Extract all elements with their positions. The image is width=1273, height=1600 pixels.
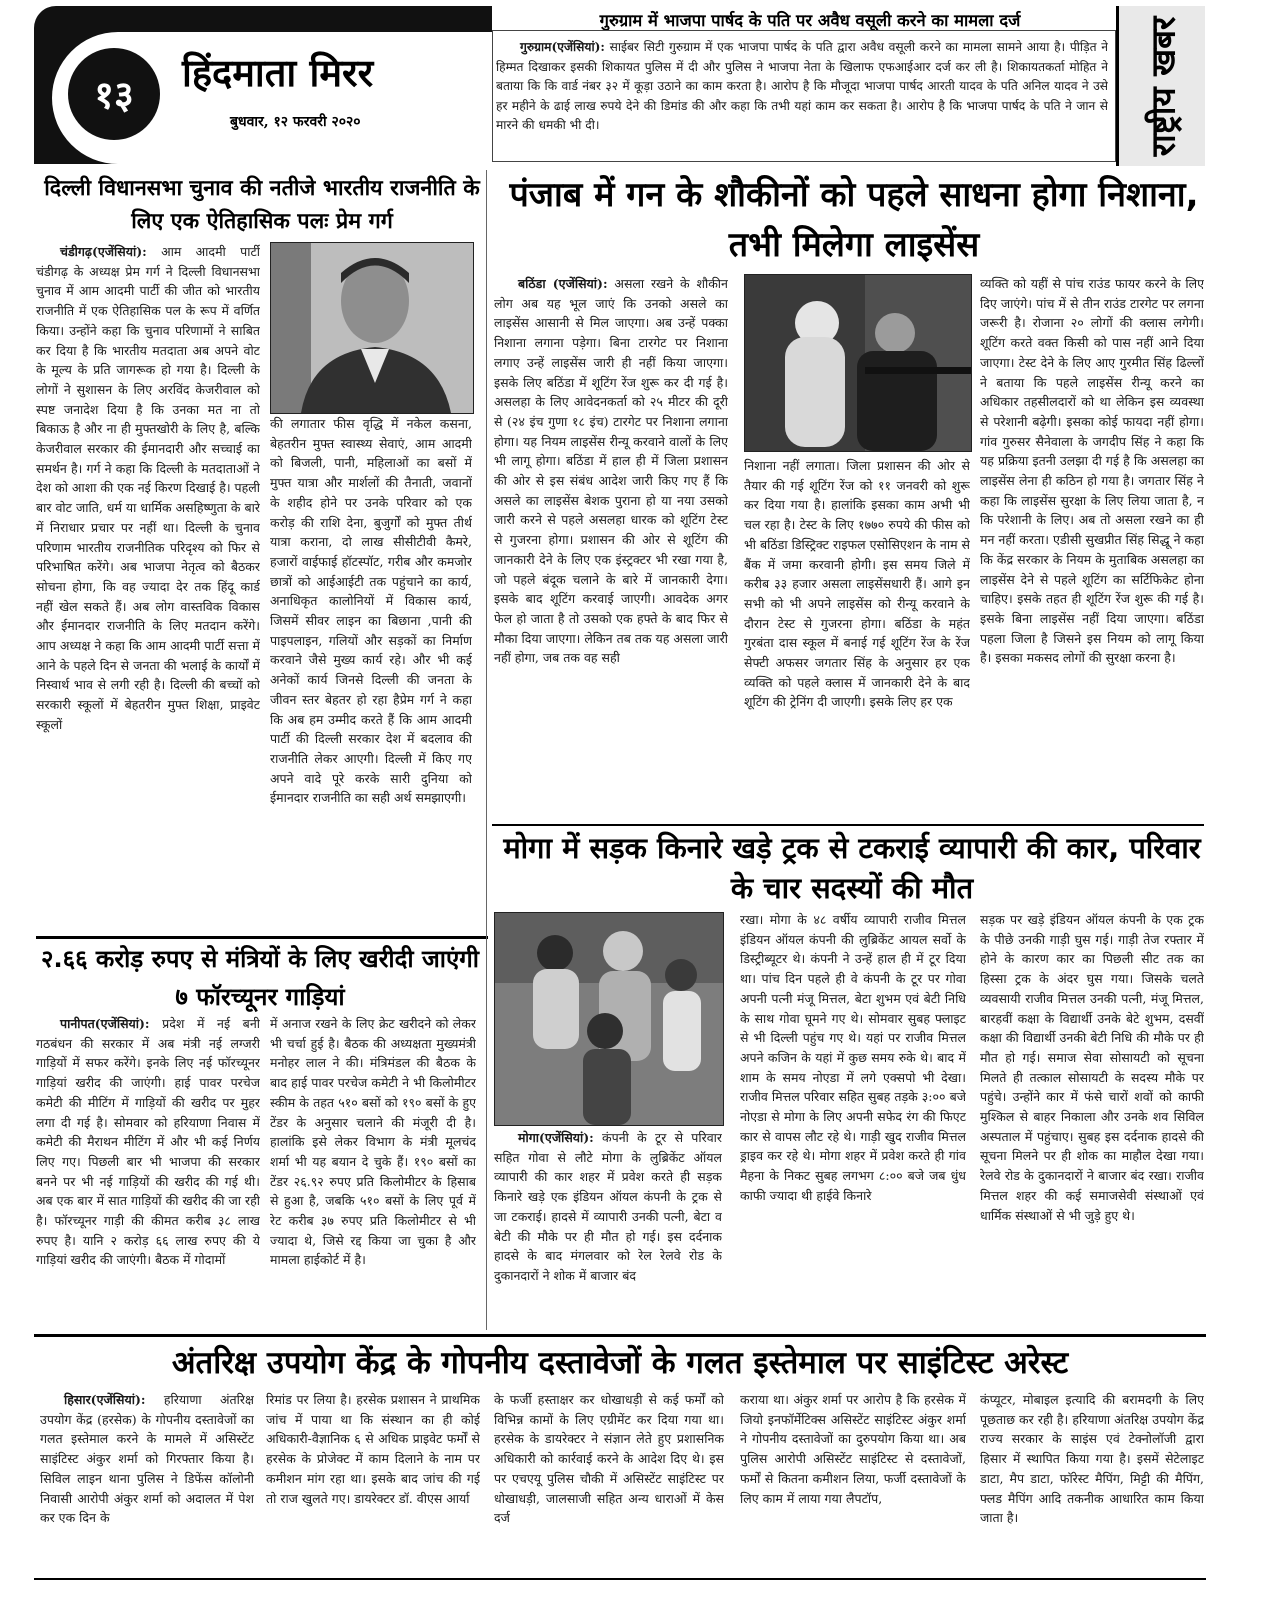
delhi-dateline: चंडीगढ़(एजेंसियां): (60, 244, 147, 259)
page-number-badge (68, 48, 160, 140)
delhi-divider (36, 936, 488, 939)
paper-name: हिंदमाता मिरर (182, 51, 374, 95)
isro-col-3: के फर्जी हस्ताक्षर कर धोखाधड़ी से कई फर्मों को विभिन्न कामों के लिए एग्रीमेंट कर दिया गया था। हरसेक के डायरेक्टर ने संज्ञान लेते हुए प्रशासनिक अधिकारी को कार्रवाई करने के आदेश दिए थे। इस पर एचएयू पुलिस चौकी में असिस्टेंट साइंटिस्ट पर धोखाधड़ी, जालसाजी सहित अन्य धाराओं में केस दर्ज (494, 1392, 724, 1526)
top-story-dateline: गुरुग्राम(एजेंसियां): (520, 40, 605, 54)
moga-headline: मोगा में सड़क किनारे खड़े ट्रक से टकराई व्यापारी की कार, परिवार के चार सदस्यों की मौत (503, 831, 1201, 905)
man-portrait-icon (271, 243, 473, 413)
bottom-section-rule (34, 1334, 1206, 1337)
family-portrait-icon (495, 913, 723, 1125)
punjab-col-3: व्यक्ति को यहीं से पांच राउंड फायर करने के लिए दिए जाएंगे। पांच में से तीन राउंड टारगेट पर लगना जरूरी है। रोजाना २० लोगों की क्लास लगेगी। शूटिंग करते वक्त किसी को पास नहीं आने दिया जाएगा। टेस्ट देने के लिए आए गुरमीत सिंह ढिल्लों ने बताया कि पहले लाइसेंस रीन्यू करने का अधिकार तहसीलदारों को था लेकिन इस व्यवस्था से परेशानी बढ़ेगी। इसका कोई फायदा नहीं होगा। गांव गुरुसर सैनेवाला के जगदीप सिंह ने कहा कि यह प्रक्रिया इतनी उलझा दी गई है कि असलहा का लाइसेंस लेना ही कठिन हो गया है। जगतार सिंह ने कहा कि लाइसेंस सुरक्षा के लिए लिया जाता है, न कि परेशानी के लिए। अब तो असला रखने का ही मन नहीं करता। एडीसी सुखप्रीत सिंह सिद्धू ने कहा कि केंद्र सरकार के नियम के मुताबिक असलहा का लाइसेंस देने से पहले शूटिंग का सर्टिफिकेट होना चाहिए। इसके तहत ही शूटिंग रेंज शुरू की गई है। इसके बिना लाइसेंस नहीं दिया जाएगा। बठिंडा पहला जिला है जिसने इस नियम को लागू किया है। इसका मकसद लोगों की सुरक्षा करना है। (980, 276, 1204, 666)
top-story-text: साईबर सिटी गुरुग्राम में एक भाजपा पार्षद के पति द्वारा अवैध वसूली करने का मामला सामने आया है। पीड़ित ने हिम्मत दिखाकर इसकी शिकायत पुलिस में दी और पुलिस ने भाजपा नेता के खिलाफ एफआईआर दर्ज कर ली है। शिकायतकर्ता मोहित ने बताया कि कि वार्ड नंबर ३२ में कूड़ा उठाने का काम करता है। आरोप है कि मौजूदा भाजपा पार्षद आरती यादव के पति अनिल यादव ने उसे हर महीने के ढाई लाख रुपये देने की डिमांड की और कहा कि तभी यहां काम कर सकता है। आरोप है कि भाजपा पार्षद के पति ने जान से मारने की धमकी भी दी। (496, 40, 1108, 132)
moga-dateline: मोगा(एजेंसियां): (518, 1130, 594, 1145)
column-rule (486, 170, 487, 1330)
moga-col-3: सड़क पर खड़े इंडियन ऑयल कंपनी के एक ट्रक के पीछे उनकी गाड़ी घुस गई। गाड़ी तेज रफ्तार में होने के कारण कार का पिछली सीट तक का हिस्सा ट्रक के अंदर घुस गया। जिसके चलते व्यवसायी राजीव मित्तल उनकी पत्नी, मंजू मित्तल, बारहवीं कक्षा के विद्यार्थी उनके बेटे शुभम, दसवीं कक्षा की विद्यार्थी उनकी बेटी निधि की मौके पर ही मौत हो गई। समाज सेवा सोसायटी को सूचना मिलते ही तत्काल सोसायटी के सदस्य मौके पर पहुंचे। उन्होंने कार में फंसे चारों शवों को काफी मुश्किल से बाहर निकाला और उनके शव सिविल अस्पताल में पहुंचाए। सुबह इस दर्दनाक हादसे की सूचना मिलने पर ही शोक का माहौल देखा गया। रेलवे रोड के दुकानदारों ने बाजार बंद रखा। राजीव मित्तल शहर की कई समाजसेवी संस्थाओं एवं धार्मिक संस्थाओं से भी जुड़े हुए थे। (980, 912, 1204, 1223)
fortuner-col-2: में अनाज रखने के लिए क्रेट खरीदने को लेकर भी चर्चा हुई है। बैठक की अध्यक्षता मुख्यमंत्री मनोहर लाल ने की। मंत्रिमंडल की बैठक के बाद हाई पावर परचेज कमेटी ने भी किलोमीटर स्कीम के तहत ५१० बसों को १९० बसों के हुए टेंडर के अनुसार चलाने की मंजूरी दी है। हालांकि इसे लेकर विभाग के मंत्री मूलचंद शर्मा भी यह बयान दे चुके हैं। १९० बसों का टेंडर २६.९२ रुपए प्रति किलोमीटर के हिसाब से हुआ है, जबकि ५१० बसों के लिए पूर्व में रेट करीब ३७ रुपए प्रति किलोमीटर से भी ज्यादा थे, जिसे रद्द किया जा चुका है और मामला हाईकोर्ट में है। (270, 1016, 476, 1268)
moga-text-1: कंपनी के टूर से परिवार सहित गोवा से लौटे मोगा के लुब्रिकेंट ऑयल व्यापारी की कार शहर में प्रवेश करते ही सड़क किनारे खड़े एक इंडियन ऑयल कंपनी के ट्रक से जा टकराई। हादसे में व्यापारी उनकी पत्नी, बेटा व बेटी की मौके पर ही मौत हो गई। इस दर्दनाक हादसे के बाद मंगलवार को रेल रेलवे रोड के दुकानदारों ने शोक में बाजार बंद (494, 1130, 722, 1283)
top-story-headline: गुरुग्राम में भाजपा पार्षद के पति पर अवैध वसूली करने का मामला दर्ज (599, 11, 1021, 30)
punjab-col-1 (494, 274, 728, 820)
section-label: राष्ट्रीय खबर (1143, 16, 1183, 156)
moga-col-2: रखा। मोगा के ४८ वर्षीय व्यापारी राजीव मित्तल इंडियन ऑयल कंपनी की लुब्रिकेंट आयल सर्वो के डिस्ट्रीब्यूटर थे। कंपनी ने उन्हें हाल ही में टूर दिया था। पांच दिन पहले ही वे कंपनी के टूर पर गोवा अपनी पत्नी मंजू मित्तल, बेटा शुभम एवं बेटी निधि के साथ गोवा घूमने गए थे। सोमवार सुबह फ्लाइट से भी दिल्ली पहुंच गए थे। यहां पर राजीव मित्तल अपने कजिन के यहां में कुछ समय रुके थे। बाद में शाम के समय नोएडा में लगे एक्सपो भी देखा। राजीव मित्तल परिवार सहित सुबह तड़के ३:०० बजे नोएडा से मोगा के लिए अपनी सफेद रंग की फिएट कार से वापस लौट रहे थे। गाड़ी खुद राजीव मित्तल ड्राइव कर रहे थे। मोगा शहर में प्रवेश करते ही गांव मैहना के निकट सुबह लगभग ८:०० बजे जब धुंध काफी ज्यादा थी हाईवे किनारे (740, 912, 966, 1203)
isro-dateline: हिसार(एजेंसियां): (64, 1392, 146, 1407)
delhi-col-1 (36, 242, 260, 932)
isro-text-1: हरियाणा अंतरिक्ष उपयोग केंद्र (हरसेक) के गोपनीय दस्तावेजों का गलत इस्तेमाल करने के मामले में असिस्टेंट साइंटिस्ट अंकुर शर्मा को गिरफ्तार किया है। सिविल लाइन थाना पुलिस ने डिफेंस कॉलोनी निवासी आरोपी अंकुर शर्मा को अदालत में पेश कर एक दिन के (40, 1392, 254, 1526)
isro-col-2: रिमांड पर लिया है। हरसेक प्रशासन ने प्राथमिक जांच में पाया था कि संस्थान का ही कोई अधिकारी-वैज्ञानिक ६ से अधिक प्राइवेट फर्मों से हरसेक के प्रोजेक्ट में काम दिलाने के नाम पर कमीशन मांग रहा था। इसके बाद जांच की गई तो राज खुलते गए। डायरेक्टर डॉ. वीएस आर्या (266, 1392, 480, 1506)
moga-col-1 (494, 1128, 722, 1328)
shooting-range-icon (745, 275, 971, 451)
shooting-range-photo (744, 274, 972, 452)
punjab-col-2: निशाना नहीं लगाता। जिला प्रशासन की ओर से तैयार की गई शूटिंग रेंज को ११ जनवरी को शुरू कर दिया गया है। हालांकि इसका काम अभी भी चल रहा है। टेस्ट के लिए १७७० रुपये की फीस को भी बठिंडा डिस्ट्रिक्ट राइफल एसोसिएशन के नाम से बैंक में जमा करवानी होगी। इस समय जिले में करीब ३३ हजार असला लाइसेंसधारी हैं। आगे इन सभी को भी अपने लाइसेंस को रीन्यू करवाने के दौरान टेस्ट से गुजरना होगा। बठिंडा के महंत गुरबंता दास स्कूल में बनाई गई शूटिंग रेंज के रेंज सेफ्टी अफसर जगतार सिंह के अनुसार हर एक व्यक्ति को पहले क्लास में जानकारी देने के बाद शूटिंग की ट्रेनिंग दी जाएगी। इसके लिए हर एक (744, 458, 970, 710)
section-label-box (1116, 6, 1205, 166)
punjab-divider (492, 824, 1204, 826)
fortuner-col-1 (36, 1014, 260, 1328)
fortuner-dateline: पानीपत(एजेंसियां): (60, 1016, 150, 1031)
punjab-text-1: असला रखने के शौकीन लोग अब यह भूल जाएं कि उनको असले का लाइसेंस आसानी से मिल जाएगा। अब उन्हें पक्का निशाना लगाना पड़ेगा। बिना टारगेट पर निशाना लगाए उन्हें लाइसेंस जारी ही नहीं किया जाएगा। इसके लिए बठिंडा में शूटिंग रेंज शुरू कर दी गई है। असलहा के लिए आवेदनकर्ता को २५ मीटर की दूरी से (२४ इंच गुणा १८ इंच) टारगेट पर निशाना लगाना होगा। यह नियम लाइसेंस रीन्यू करवाने वालों के लिए भी लागू होगा। बठिंडा में हाल ही में जिला प्रशासन की ओर से इस संबंध आदेश जारी किए गए हैं कि असले का लाइसेंस बेशक पुराना हो या नया उसको जारी करने से पहले असलहा धारक को शूटिंग टेस्ट से गुजरना होगा। प्रशासन की ओर से शूटिंग की जानकारी देने के लिए एक इंस्ट्रक्टर भी रखा गया है, जो पहले बंदूक चलाने के बारे में जानकारी देगा। इसके बाद शूटिंग करवाई जाएगी। आवदेक अगर फेल हो जाता है तो उसको एक हफ्ते के बाद फिर से मौका दिया जाएगा। लेकिन तब तक यह असला जारी नहीं होगा, जब तक वह सही (494, 276, 728, 666)
fortuner-headline: २.६६ करोड़ रुपए से मंत्रियों के लिए खरीदी जाएंगी ७ फॉरच्यूनर गाड़ियां (41, 945, 479, 1011)
fortuner-text-1: प्रदेश में नई बनी गठबंधन की सरकार में अब मंत्री नई लग्जरी गाड़ियों में सफर करेंगे। इनके लिए नई फॉरच्यूनर गाड़ियां खरीद की जाएंगी। हाई पावर परचेज कमेटी की मीटिंग में गाड़ियों की खरीद पर मुहर लगा दी गई है। सोमवार को हरियाणा निवास में कमेटी की मैराथन मीटिंग में और भी कई निर्णय लिए गए। पिछली बार भी भाजपा की सरकार बनने पर भी नई गाड़ियों की खरीद की गई थी। अब एक बार में सात गाड़ियों की खरीद की जा रही है। फॉरच्यूनर गाड़ी की कीमत करीब ३८ लाख रुपए है। यानि २ करोड़ ६६ लाख रुपए की ये गाड़ियां खरीद की जाएंगी। बैठक में गोदामों (36, 1016, 260, 1268)
isro-col-5: कंप्यूटर, मोबाइल इत्यादि की बरामदगी के लिए पूछताछ कर रही है। हरियाणा अंतरिक्ष उपयोग केंद्र राज्य सरकार के साइंस एवं टेक्नोलॉजी द्वारा हिसार में स्थापित किया गया है। इसमें सेटेलाइट डाटा, मैप डाटा, फॉरेस्ट मैपिंग, मिट्टी की मैपिंग, फ्लड मैपिंग आदि तकनीक आधारित काम किया जाता है। (980, 1392, 1204, 1526)
top-story-body (496, 38, 1108, 158)
delhi-col-2: की लगातार फीस वृद्धि में नकेल कसना, बेहतरीन मुफ्त स्वास्थ्य सेवाएं, आम आदमी को बिजली, पानी, महिलाओं का बसों में मुफ्त यात्रा और मार्शलों की तैनाती, जवानों के शहीद होने पर उनके परिवार को एक करोड़ की राशि देना, बुजुर्गों को मुफ्त तीर्थ यात्रा कराना, दो लाख सीसीटीवी कैमरे, हजारों वाईफाई हॉटस्पॉट, गरीब और कमजोर छात्रों को आईआईटी तक पहुंचाने का कार्य, अनाधिकृत कालोनियों में विकास कार्य, जिसमें सीवर लाइन का बिछाना ,पानी की पाइपलाइन, गलियों और सड़कों का निर्माण करवाने जैसे मुख्य कार्य रहे। और भी कई अनेकों कार्य जिनसे दिल्ली की जनता के जीवन स्तर बेहतर हो रहा हैप्रेम गर्ग ने कहा कि अब हम उम्मीद करते हैं कि आम आदमी पार्टी की दिल्ली सरकार देश में बदलाव की राजनीति लेकर आएगी। दिल्ली में किए गए अपने वादे पूरे करके सारी दुनिया को ईमानदार राजनीति का सही अर्थ समझाएगी। (270, 416, 472, 806)
masthead-date: बुधवार, १२ फरवरी २०२० (230, 114, 361, 130)
prem-garg-photo (270, 242, 474, 414)
isro-headline: अंतरिक्ष उपयोग केंद्र के गोपनीय दस्तावेजों के गलत इस्तेमाल पर साइंटिस्ट अरेस्ट (171, 1345, 1069, 1381)
delhi-headline: दिल्ली विधानसभा चुनाव की नतीजे भारतीय राजनीति के लिए एक ऐतिहासिक पलः प्रेम गर्ग (44, 176, 480, 234)
delhi-text-1: आम आदमी पार्टी चंडीगढ़ के अध्यक्ष प्रेम गर्ग ने दिल्ली विधानसभा चुनाव में आम आदमी पार्टी की जीत को भारतीय राजनीति में एक ऐतिहासिक पल के रूप में वर्णित किया। उन्होंने कहा कि चुनाव परिणामों ने साबित कर दिया है कि भारतीय मतदाता अब अपने वोट के मूल्य के प्रति जागरूक हो गया है। दिल्ली के लोगों ने सुशासन के लिए अरविंद केजरीवाल को स्पष्ट जनादेश दिया है कि उनका मत ना तो बिकाऊ है और ना ही मुफ्तखोरी के लिए है, बल्कि केजरीवाल सरकार की ईमानदारी और सच्चाई का समर्थन है। गर्ग ने कहा कि दिल्ली के मतदाताओं ने देश को आशा की एक नई किरण दिखाई है। पहली बार वोट जाति, धर्म या धार्मिक असहिष्णुता के बारे में निराधार प्रचार पर नहीं था। दिल्ली के चुनाव परिणाम भारतीय राजनीतिक परिदृश्य को फिर से परिभाषित करेंगे। अब भाजपा नेतृत्व को बैठकर सोचना होगा, कि वह ज्यादा देर तक हिंदू कार्ड नहीं खेल सकते हैं। अब लोग वास्तविक विकास और ईमानदार राजनीति के लिए मतदान करेंगे। आप अध्यक्ष ने कहा कि आम आदमी पार्टी सत्ता में आने के पहले दिन से जनता की भलाई के कार्यों में निस्वार्थ भाव से लगी रही है। दिल्ली की बच्चों को सरकारी स्कूलों में बेहतरीन मुफ्त शिक्षा, प्राइवेट स्कूलों (36, 244, 260, 732)
masthead (34, 6, 492, 164)
page-number: १३ (94, 73, 134, 117)
punjab-headline: पंजाब में गन के शौकीनों को पहले साधना होगा निशाना, तभी मिलेगा लाइसेंस (509, 175, 1199, 265)
isro-col-1 (40, 1390, 254, 1568)
punjab-dateline: बठिंडा (एजेंसियां): (518, 276, 608, 291)
page-bottom-rule (34, 1578, 1206, 1580)
isro-col-4: कराया था। अंकुर शर्मा पर आरोप है कि हरसेक में जियो इनफॉर्मेटिक्स असिस्टेंट साइंटिस्ट अंकुर शर्मा ने गोपनीय दस्तावेजों का दुरुपयोग किया था। अब पुलिस आरोपी असिस्टेंट साइंटिस्ट से दस्तावेजों, फर्मों से कितना कमीशन लिया, फर्जी दस्तावेजों के लिए काम में लाया गया लैपटॉप, (740, 1392, 966, 1506)
family-photo (494, 912, 724, 1126)
